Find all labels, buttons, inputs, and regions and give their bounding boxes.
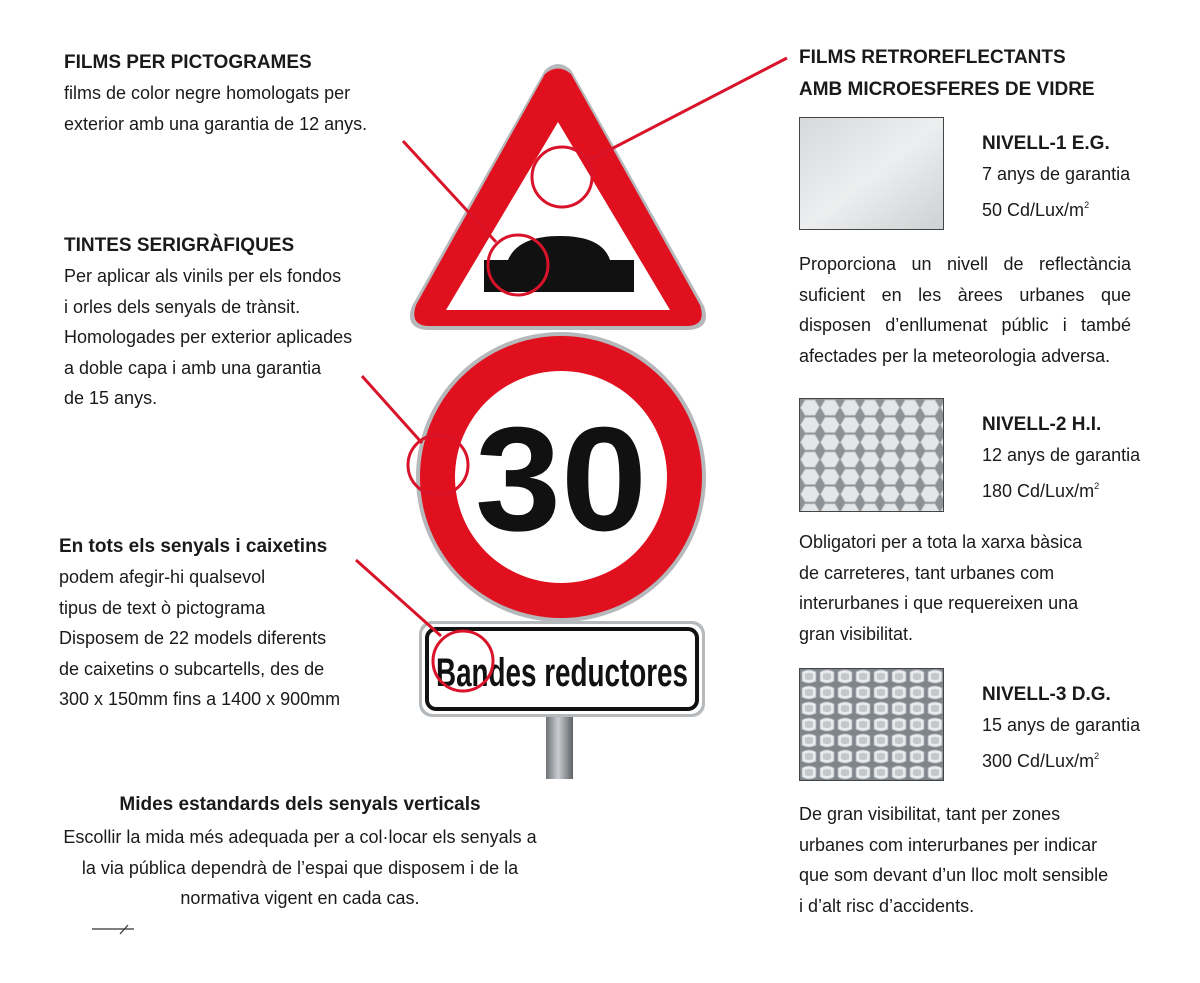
- callout-line-retro: [590, 58, 787, 160]
- level-3-description: [799, 799, 1108, 921]
- level-1-info: [982, 128, 1130, 226]
- level-2-texture-swatch: [799, 398, 944, 512]
- level-3-description-line: De gran visibilitat, tant per zones: [799, 804, 1061, 824]
- screen-inks-line: i orles dels senyals de trànsit.: [64, 296, 301, 317]
- callout-line-plate: [356, 560, 441, 636]
- level-3-description-line: i d’alt risc d’accidents.: [799, 895, 975, 916]
- plates-line: 300 x 150mm fins a 1400 x 900mm: [59, 689, 341, 709]
- screen-inks-line: Homologades per exterior aplicades: [64, 327, 353, 347]
- sizes-block: [40, 790, 560, 914]
- sizes-line: la via pública dependrà de l’espai que disposem i de la: [81, 857, 519, 878]
- level-1-intensity-sup: 2: [1084, 200, 1090, 210]
- level-2-info: [982, 409, 1140, 507]
- level-2-name: NIVELL-2 H.I.: [982, 414, 1102, 435]
- level-2-description-line: de carreteres, tant urbanes com: [799, 562, 1055, 583]
- sizes-line: normativa vigent en cada cas.: [180, 888, 420, 908]
- text-plate-sign: [419, 621, 705, 717]
- level-1-description-line: suficient en les àrees urbanes que: [799, 284, 1131, 305]
- level-2-intensity-sup: 2: [1094, 481, 1100, 491]
- level-3-info: [982, 679, 1140, 777]
- pictogram-films-title: FILMS PER PICTOGRAMES: [64, 52, 312, 73]
- retro-films-title-line: AMB MICROESFERES DE VIDRE: [799, 79, 1095, 100]
- level-2-intensity-value: 180 Cd/Lux/m: [982, 481, 1095, 501]
- level-2-intensity: [982, 471, 1140, 507]
- plate-text: Bandes reductores: [436, 651, 688, 695]
- sizes-line: Escollir la mida més adequada per a col·locar els senyals a: [63, 827, 537, 847]
- plates-block: [59, 532, 340, 715]
- plates-line: tipus de text ò pictograma: [59, 597, 266, 618]
- level-2-description: [799, 527, 1082, 649]
- pictogram-films-line: films de color negre homologats per: [64, 83, 351, 103]
- level-1-description: [799, 249, 1131, 371]
- level-3-intensity: [982, 741, 1140, 777]
- screen-inks-line: de 15 anys.: [64, 388, 158, 408]
- level-1-warranty: 7 anys de garantia: [982, 164, 1131, 184]
- level-3-description-line: que som devant d’un lloc molt sensible: [799, 865, 1109, 885]
- level-2-warranty: 12 anys de garantia: [982, 445, 1141, 465]
- pictogram-films-block: [64, 48, 367, 139]
- plates-line: Disposem de 22 models diferents: [59, 628, 327, 648]
- level-2-description-line: gran visibilitat.: [799, 623, 914, 644]
- plates-title: En tots els senyals i caixetins: [59, 536, 328, 557]
- screen-inks-title: TINTES SERIGRÀFIQUES: [64, 235, 295, 256]
- level-1-description-line: Proporciona un nivell de reflectància: [799, 254, 1131, 274]
- plates-line: podem afegir-hi qualsevol: [59, 567, 266, 587]
- callout-line-inks: [362, 376, 422, 443]
- level-3-name: NIVELL-3 D.G.: [982, 684, 1111, 705]
- plates-line: de caixetins o subcartells, des de: [59, 658, 325, 679]
- retro-films-title-line: FILMS RETROREFLECTANTS: [799, 47, 1066, 68]
- level-3-warranty: 15 anys de garantia: [982, 715, 1141, 735]
- level-1-texture-swatch: [799, 117, 944, 230]
- level-3-intensity-sup: 2: [1094, 751, 1100, 761]
- level-2-description-line: Obligatori per a tota la xarxa bàsica: [799, 532, 1083, 552]
- level-2-description-line: interurbanes i que requereixen una: [799, 593, 1079, 613]
- level-1-intensity: [982, 190, 1130, 226]
- sign-pole: [546, 715, 573, 779]
- sizes-title: Mides estandards dels senyals verticals: [119, 794, 481, 815]
- pictogram-films-line: exterior amb una garantia de 12 anys.: [64, 113, 368, 134]
- retro-films-heading: [799, 43, 1095, 105]
- screen-inks-block: [64, 231, 352, 414]
- level-1-intensity-value: 50 Cd/Lux/m: [982, 200, 1085, 220]
- level-3-intensity-value: 300 Cd/Lux/m: [982, 751, 1095, 771]
- level-1-name: NIVELL-1 E.G.: [982, 133, 1110, 154]
- level-1-description-line: disposen d’enllumenat públic i també: [799, 315, 1131, 335]
- level-1-description-line: afectades per la meteorologia adversa.: [799, 345, 1111, 366]
- screen-inks-line: a doble capa i amb una garantia: [64, 357, 322, 378]
- speed-limit-sign: [416, 332, 706, 622]
- speed-limit-value: 30: [475, 397, 647, 562]
- level-3-description-line: urbanes com interurbanes per indicar: [799, 834, 1098, 855]
- stray-mark: [92, 925, 134, 934]
- level-3-texture-swatch: [799, 668, 944, 781]
- screen-inks-line: Per aplicar als vinils per els fondos: [64, 266, 342, 286]
